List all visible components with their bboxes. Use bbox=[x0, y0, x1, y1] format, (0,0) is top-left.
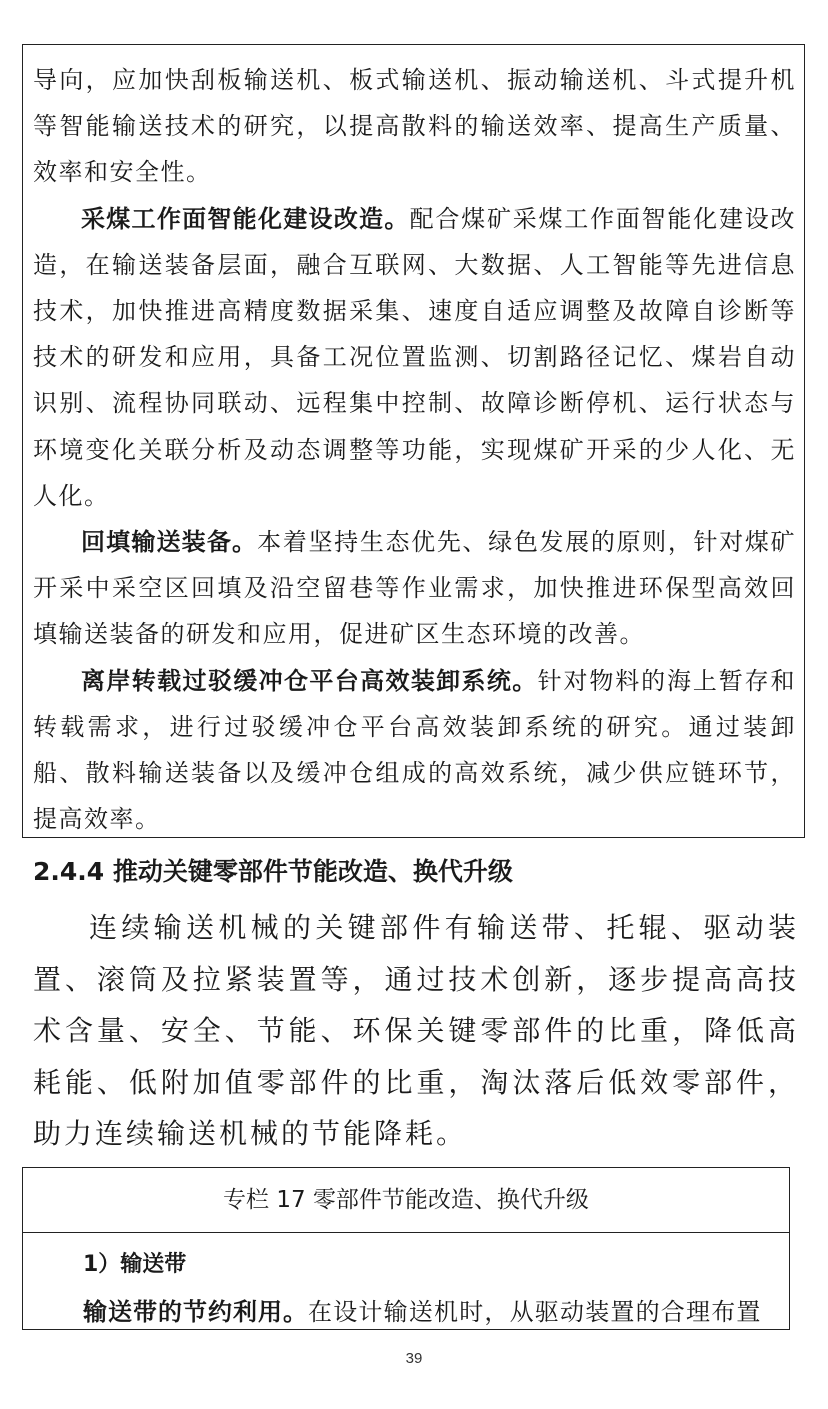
paragraph-text: 配合煤矿采煤工作面智能化建设改造，在输送装备层面，融合互联网、大数据、人工智能等先进信息技术，加快推进高精度数据采集、速度自适应调整及故障自诊断等技术的研发和应用，具备工况位置监测、切割路径记忆、煤岩自动识别、流程协同联动、远程集中控制、故障诊断停机、运行状态与环境变化关联分析及动态调整等功能，实现煤矿开采的少人化、无人化。 bbox=[33, 204, 797, 510]
paragraph-lead: 离岸转载过驳缓冲仓平台高效装卸系统。 bbox=[81, 666, 538, 695]
text-box-smart-conveying bbox=[22, 44, 805, 838]
section-body: 连续输送机械的关键部件有输送带、托辊、驱动装置、滚筒及拉紧装置等，通过技术创新，逐步提高高技术含量、安全、节能、环保关键零部件的比重，降低高耗能、低附加值零部件的比重，淘汰落后低效零部件，助力连续输送机械的节能降耗。 bbox=[33, 911, 799, 1150]
page-number: 39 bbox=[405, 1350, 423, 1367]
section-heading: 2.4.4 推动关键零部件节能改造、换代升级 bbox=[33, 857, 513, 886]
column-subheading: 1）输送带 bbox=[83, 1252, 187, 1277]
column-title: 专栏 17 零部件节能改造、换代升级 bbox=[23, 1168, 789, 1233]
paragraph-lead: 回填输送装备。 bbox=[81, 528, 258, 557]
box-content bbox=[33, 57, 796, 842]
box-paragraph bbox=[33, 196, 796, 519]
paragraph-text: 针对物料的海上暂存和转载需求，进行过驳缓冲仓平台高效装卸系统的研究。通过装卸船、散料输送装备以及缓冲仓组成的高效系统，减少供应链环节，提高效率。 bbox=[33, 666, 797, 834]
column-box bbox=[22, 1167, 790, 1330]
box-paragraph: 导向，应加快刮板输送机、板式输送机、振动输送机、斗式提升机等智能输送技术的研究，以提高散料的输送效率、提高生产质量、效率和安全性。 bbox=[33, 66, 796, 187]
box-paragraph bbox=[33, 658, 796, 843]
box-paragraph bbox=[33, 519, 796, 658]
paragraph-lead: 采煤工作面智能化建设改造。 bbox=[81, 204, 410, 233]
column-paragraph bbox=[83, 1292, 790, 1330]
paragraph-lead: 输送带的节约利用。 bbox=[83, 1298, 308, 1326]
paragraph-text: 在设计输送机时，从驱动装置的合理布置 bbox=[308, 1298, 762, 1326]
paragraph-text: 本着坚持生态优先、绿色发展的原则，针对煤矿开采中采空区回填及沿空留巷等作业需求，加快推进环保型高效回填输送装备的研发和应用，促进矿区生态环境的改善。 bbox=[33, 528, 797, 649]
